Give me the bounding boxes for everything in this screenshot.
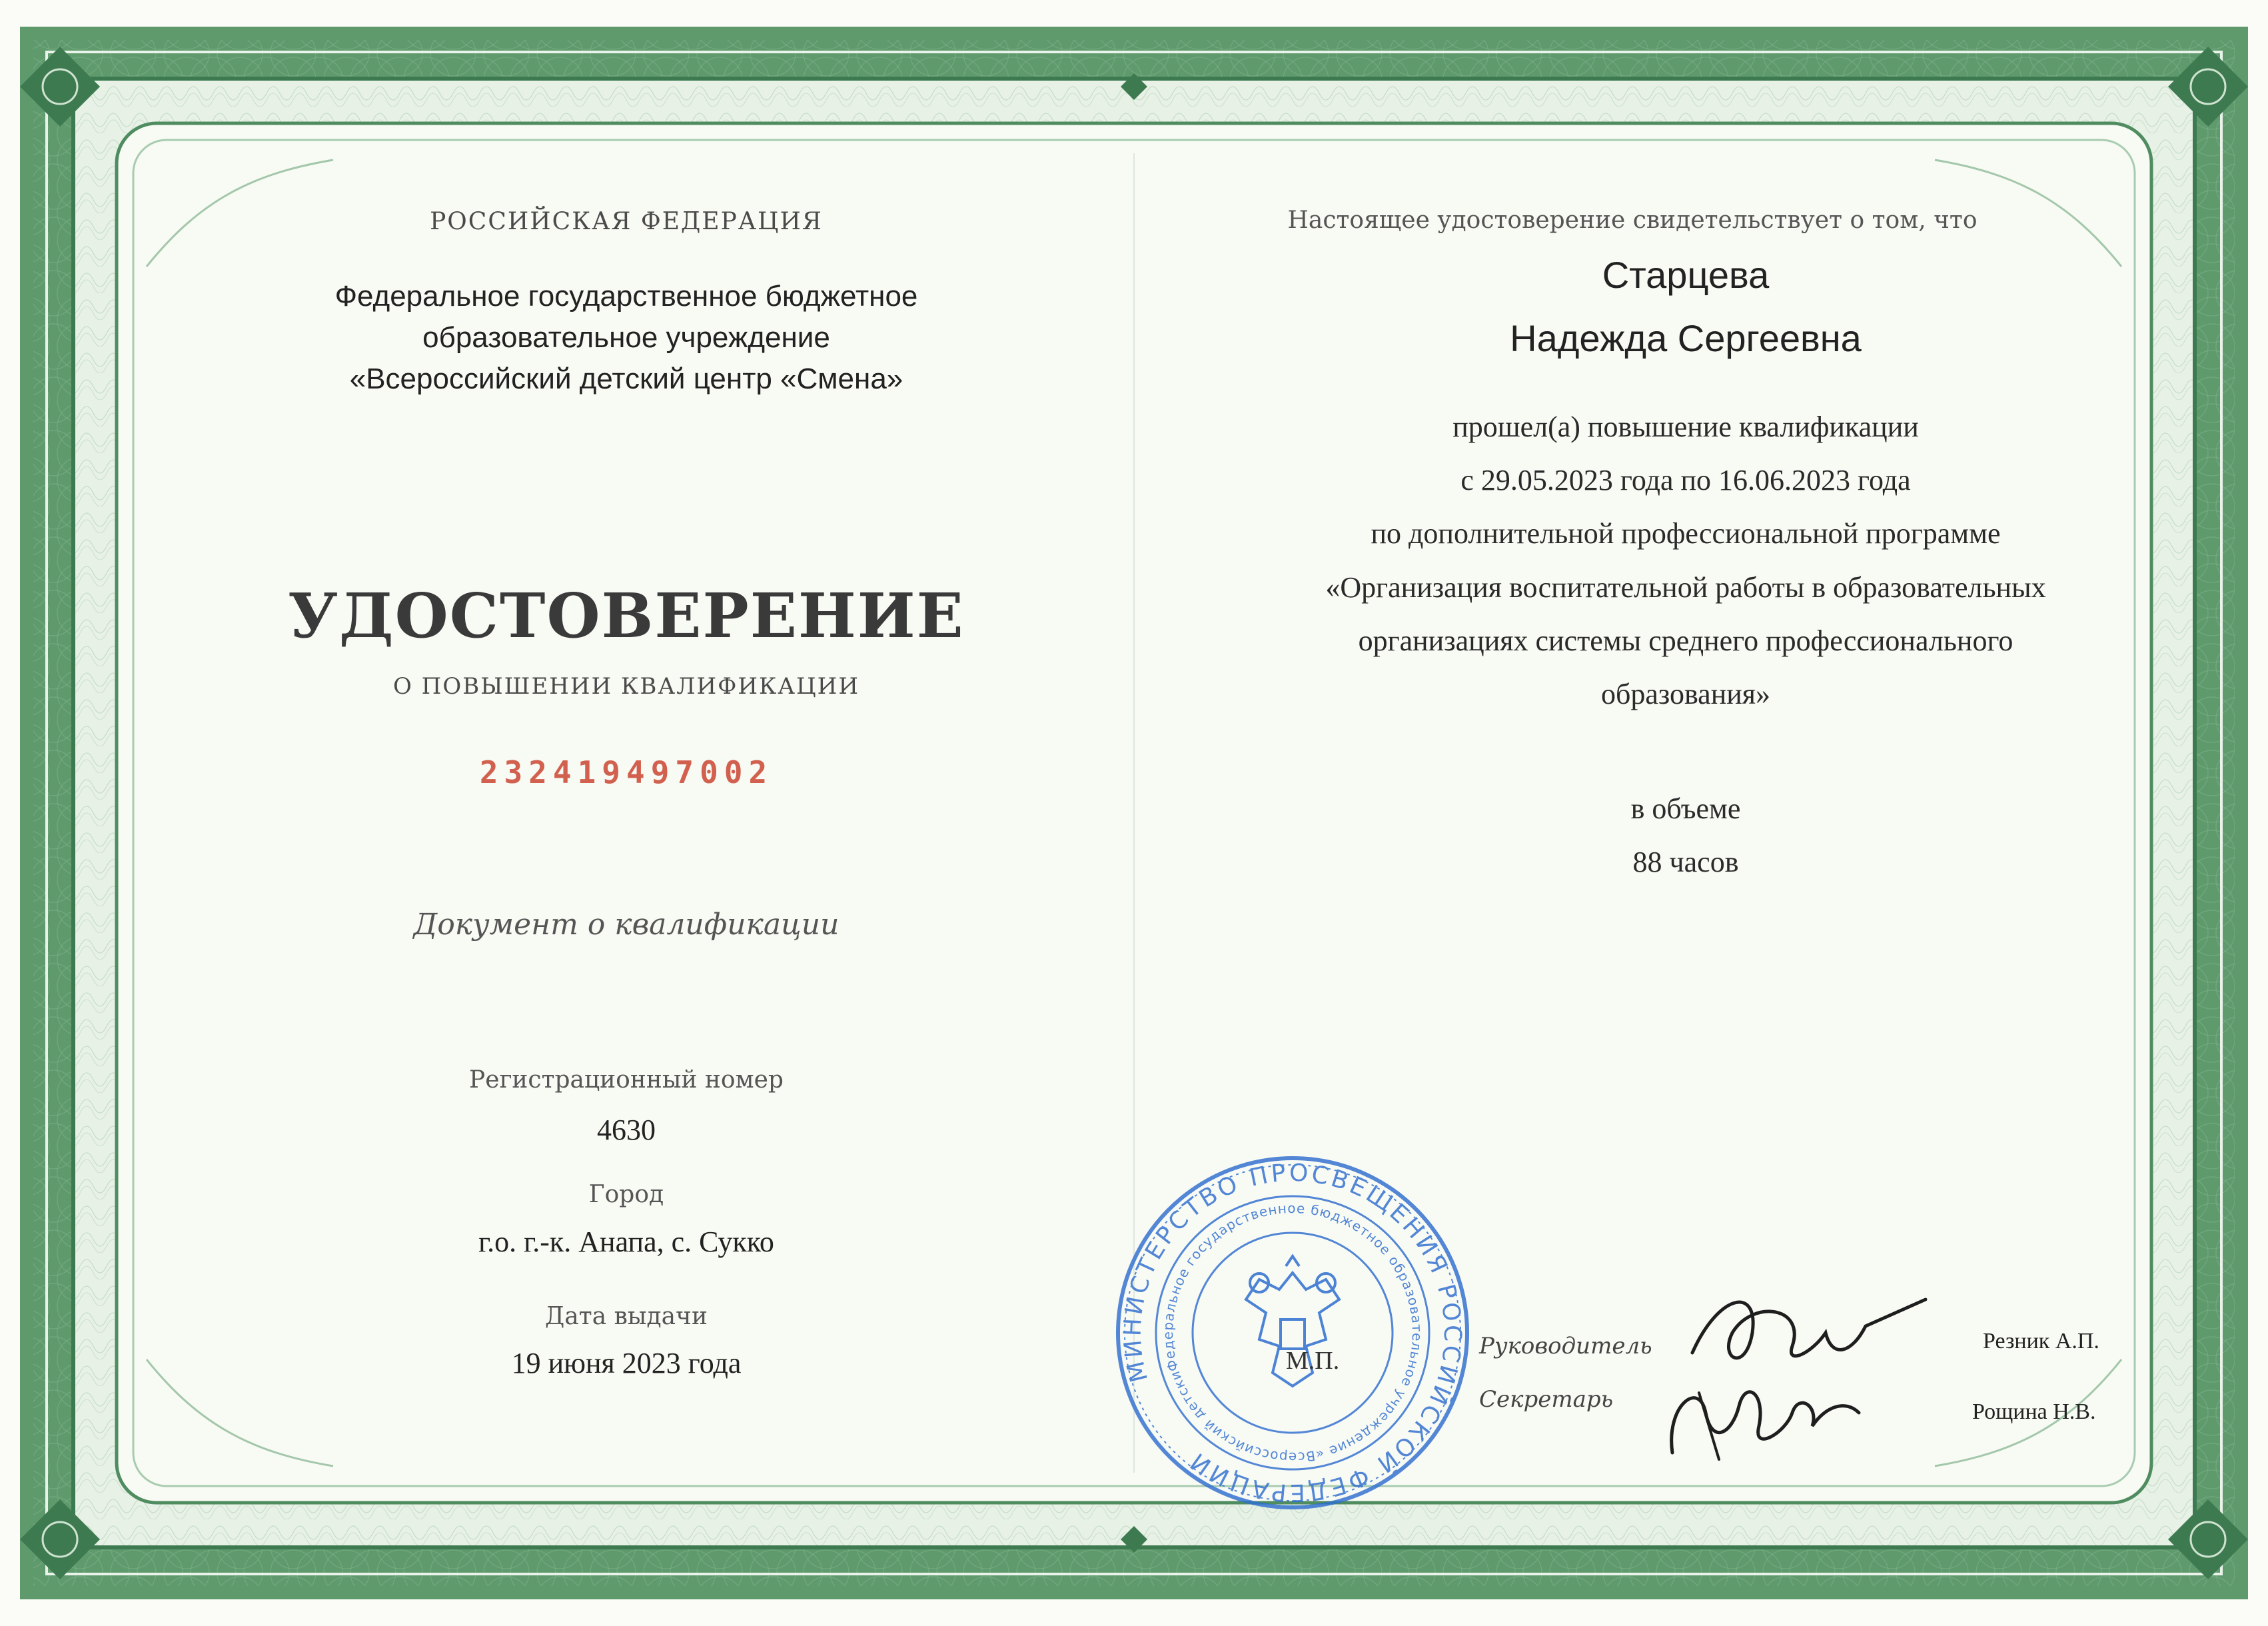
stamp-outer-text: МИНИСТЕРСТВО ПРОСВЕЩЕНИЯ РОССИЙСКОЙ ФЕДЕРАЦИИ: [1119, 1159, 1466, 1507]
head-signature: [1679, 1279, 1932, 1379]
serial-number: 232419497002: [479, 754, 774, 790]
document-type: Документ о квалификации: [413, 908, 840, 942]
holder-given-names: Надежда Сергеевна: [1510, 317, 1862, 359]
program-name-line-2: организациях системы среднего профессионального: [1358, 624, 2013, 657]
registration-label: Регистрационный номер: [469, 1066, 784, 1094]
secretary-signature: [1652, 1366, 1879, 1466]
org-name-line-1: Федеральное государственное бюджетное: [334, 280, 918, 313]
program-name-line-3: образования»: [1600, 678, 1771, 710]
head-name: Резник А.П.: [1983, 1329, 2099, 1353]
issue-date-label: Дата выдачи: [545, 1303, 708, 1330]
holder-surname: Старцева: [1602, 254, 1770, 296]
program-intro: по дополнительной профессиональной программе: [1371, 517, 2001, 550]
volume-value: 88 часов: [1632, 846, 1739, 878]
secretary-signature-label: Секретарь: [1479, 1386, 1614, 1413]
program-name-line-1: «Организация воспитательной работы в образовательных: [1325, 571, 2046, 604]
official-stamp: [1106, 1146, 1479, 1519]
completion-line: прошел(а) повышение квалификации: [1452, 410, 1919, 443]
head-signature-label: Руководитель: [1479, 1333, 1652, 1359]
course-dates: с 29.05.2023 года по 16.06.2023 года: [1460, 464, 1911, 496]
city-label: Город: [588, 1181, 664, 1208]
intro-line: Настоящее удостоверение свидетельствует о том, что: [1287, 207, 1978, 234]
seal-place-marker: М.П.: [1286, 1347, 1340, 1375]
document-title: УДОСТОВЕРЕНИЕ: [288, 580, 965, 652]
country-heading: РОССИЙСКАЯ ФЕДЕРАЦИЯ: [430, 208, 823, 235]
org-name-line-3: «Всероссийский детский центр «Смена»: [349, 363, 903, 395]
document-subtitle: О ПОВЫШЕНИИ КВАЛИФИКАЦИИ: [393, 673, 859, 700]
registration-number: 4630: [597, 1114, 656, 1146]
city-value: г.о. г.-к. Анапа, с. Сукко: [478, 1225, 774, 1258]
volume-label: в объеме: [1630, 792, 1741, 825]
stamp-inner-text: Федеральное государственное бюджетное образовательное учреждение «Всероссийский детский: [1159, 1200, 1426, 1466]
org-name-line-2: образовательное учреждение: [422, 321, 830, 354]
issue-date-value: 19 июня 2023 года: [511, 1347, 742, 1379]
secretary-name: Рощина Н.В.: [1972, 1399, 2096, 1424]
